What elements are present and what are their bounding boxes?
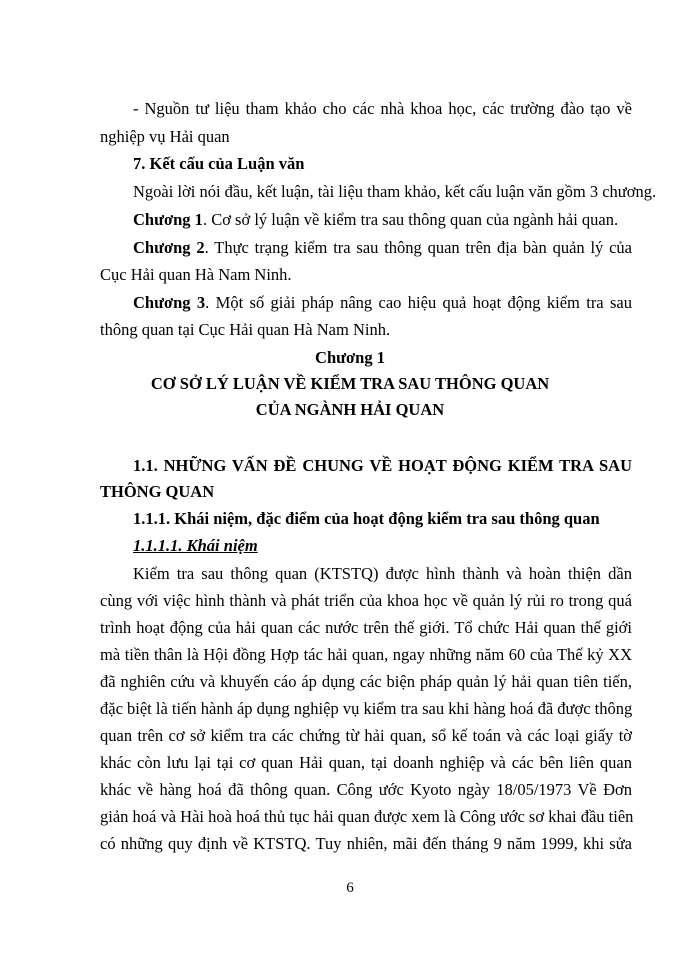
chapter-2-summary [133, 237, 632, 259]
body-line: khác còn lưu lại tại cơ quan Hải quan, tại doanh nghiệp và các bên liên quan [100, 753, 632, 772]
section-1-1-1-heading: 1.1.1. Khái niệm, đặc điểm của hoạt động kiểm tra sau thông quan [133, 509, 600, 528]
chapter-1-text: . Cơ sở lý luận về kiểm tra sau thông quan của ngành hải quan. [202, 210, 619, 229]
chapter-2-continuation: Cục Hải quan Hà Nam Ninh. [100, 265, 292, 284]
page-number: 6 [346, 880, 354, 896]
chapter-3-summary [133, 292, 632, 314]
section-1-1-heading-line-2: THÔNG QUAN [100, 482, 215, 501]
chapter-3-label: Chương 3 [133, 293, 206, 312]
section-1-1-1-1-heading: 1.1.1.1. Khái niệm [133, 536, 258, 555]
body-line: cùng với việc hình thành và phát triển của khoa học về quản lý rủi ro trong quá [100, 591, 632, 610]
body-line: khác về hàng hoá đã thông quan. Công ước Kyoto ngày 18/05/1973 Về Đơn [100, 780, 632, 799]
chapter-title-line-1: CƠ SỞ LÝ LUẬN VỀ KIỂM TRA SAU THÔNG QUAN [150, 374, 550, 393]
chapter-2-label: Chương 2 [133, 238, 205, 257]
bullet-line-1: - Nguồn tư liệu tham khảo cho các nhà khoa học, các trường đào tạo về [133, 99, 632, 118]
section-7-heading: 7. Kết cấu của Luận văn [133, 154, 305, 173]
chapter-2-text: . Thực trạng kiểm tra sau thông quan trên địa bàn quản lý của [204, 238, 632, 257]
body-line: đặc biệt là tiến hành áp dụng nghiệp vụ kiểm tra sau khi hàng hoá đã được thông [100, 699, 633, 718]
body-line: quan trên cơ sở kiểm tra các chứng từ hải quan, sổ kế toán và các loại giấy tờ [100, 726, 632, 745]
body-line: mà tiền thân là Hội đồng Hợp tác hải quan, ngay những năm 60 của Thế kỷ XX [100, 645, 632, 664]
body-line: trình hoạt động của hải quan các nước trên thế giới. Tổ chức Hải quan thế giới [100, 618, 632, 637]
bullet-line-2: nghiệp vụ Hải quan [100, 127, 230, 146]
chapter-3-text: . Một số giải pháp nâng cao hiệu quả hoạt động kiểm tra sau [205, 293, 632, 312]
chapter-title-line-2: CỦA NGÀNH HẢI QUAN [255, 400, 445, 419]
body-line: Kiểm tra sau thông quan (KTSTQ) được hình thành và hoàn thiện dần [133, 564, 632, 583]
chapter-title-label: Chương 1 [315, 348, 385, 367]
section-1-1-heading-line-1: 1.1. NHỮNG VẤN ĐỀ CHUNG VỀ HOẠT ĐỘNG KIỂM TRA SAU [133, 456, 632, 475]
chapter-1-label: Chương 1 [133, 210, 203, 229]
section-7-overview: Ngoài lời nói đầu, kết luận, tài liệu tham khảo, kết cấu luận văn gồm 3 chương. [133, 182, 657, 201]
chapter-1-summary [133, 209, 618, 231]
body-line: có những quy định về KTSTQ. Tuy nhiên, mãi đến tháng 9 năm 1999, khi sửa [100, 834, 632, 853]
chapter-3-continuation: thông quan tại Cục Hải quan Hà Nam Ninh. [100, 320, 391, 339]
body-line: giản hoá và Hài hoà hoá thủ tục hải quan được xem là Công ước sơ khai đầu tiên [100, 807, 634, 826]
body-line: đã nghiên cứu và khuyến cáo áp dụng các biện pháp quản lý hải quan tiên tiến, [100, 672, 632, 691]
